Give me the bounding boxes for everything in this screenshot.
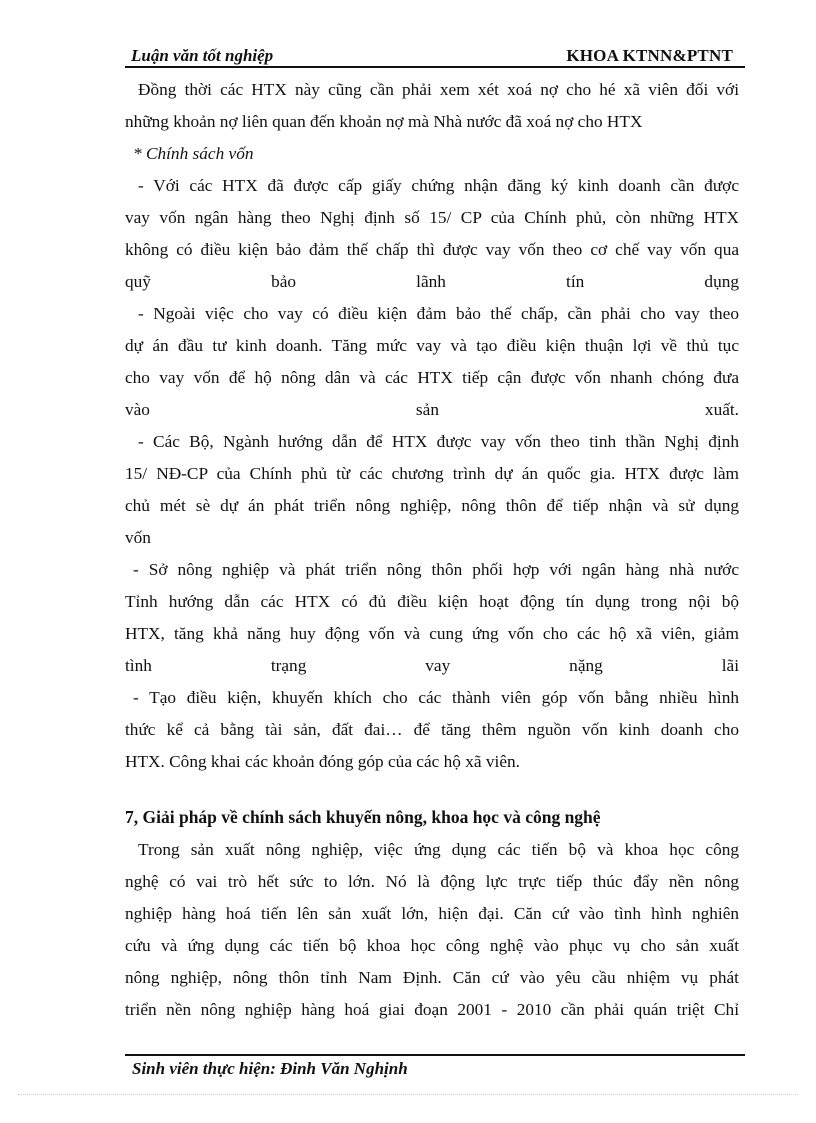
text-line: triển nền nông nghiệp hàng hoá giai đoạn 2001 - 2010 cần phải quán triệt Chỉ [125,1000,739,1019]
text-line: vay vốn ngân hàng theo Nghị định số 15/ CP của Chính phủ, còn những HTX [125,208,739,227]
text-line: những khoản nợ liên quan đến khoản nợ mà Nhà nước đã xoá nợ cho HTX [125,112,643,131]
text-line: - Ngoài việc cho vay có điều kiện đảm bảo thế chấp, cần phải cho vay theo [138,304,739,323]
text-line: Trong sản xuất nông nghiệp, việc ứng dụng các tiến bộ và khoa học công [138,840,739,859]
text-line: - Tạo điều kiện, khuyến khích cho các thành viên góp vốn bằng nhiều hình [133,688,739,707]
text-line: HTX. Công khai các khoản đóng góp của các hộ xã viên. [125,752,520,771]
text-line: - Các Bộ, Ngành hướng dẫn để HTX được vay vốn theo tinh thần Nghị định [138,432,739,451]
text-line: thức kể cả bằng tài sản, đất đai… để tăng thêm nguồn vốn kinh doanh cho [125,720,739,739]
page-header [125,44,745,68]
text-line: dự án đầu tư kinh doanh. Tăng mức vay và tạo điều kiện thuận lợi về thủ tục [125,336,739,355]
page-edge [18,1094,798,1095]
subheading-capital-policy: * Chính sách vốn [133,144,254,163]
section-number: 7, [125,807,139,827]
thesis-label: Luận văn tốt nghiệp [131,46,274,65]
text-line: Tỉnh hướng dẫn các HTX có đủ điều kiện hoạt động tín dụng trong nội bộ [125,592,739,611]
text-line: cứu và ứng dụng các tiến bộ khoa học công nghệ vào phục vụ cho sản xuất [125,936,739,955]
text-line: - Sở nông nghiệp và phát triển nông thôn phối hợp với ngân hàng nhà nước [133,560,739,579]
text-line: vốn [125,528,151,547]
text-line: chủ mét sè dự án phát triển nông nghiệp, nông thôn để tiếp nhận và sử dụng [125,496,739,515]
text-line: cho vay vốn để hộ nông dân và các HTX tiếp cận được vốn nhanh chóng đưa [125,368,739,387]
text-line: HTX, tăng khả năng huy động vốn và cung ứng vốn cho các hộ xã viên, giảm [125,624,739,643]
text-line: 15/ NĐ-CP của Chính phủ từ các chương trình dự án quốc gia. HTX được làm [125,464,739,483]
text-line: vào sản xuất. [125,400,739,419]
footer-author: Sinh viên thực hiện: Đinh Văn Nghịnh [132,1059,408,1078]
text-line: - Với các HTX đã được cấp giấy chứng nhận đăng ký kinh doanh cần được [138,176,739,195]
text-line: tình trạng vay nặng lãi [125,656,739,675]
footer-divider [125,1054,745,1056]
section-heading [125,800,739,834]
spacer [125,778,739,800]
document-body [125,74,739,1026]
text-line: Đồng thời các HTX này cũng cần phải xem xét xoá nợ cho hé xã viên đối với [138,80,739,99]
text-line: nghệ có vai trò hết sức to lớn. Nó là động lực trực tiếp thúc đẩy nền nông [125,872,739,891]
text-line: không có điều kiện bảo đảm thế chấp thì được vay vốn theo cơ chế vay vốn qua [125,240,739,259]
text-line: nghiệp hàng hoá tiến lên sản xuất lớn, hiện đại. Căn cứ vào tình hình nghiên [125,904,739,923]
faculty-label: KHOA KTNN&PTNT [566,46,733,65]
section-title: Giải pháp về chính sách khuyến nông, khoa học và công nghệ [142,807,601,827]
text-line: quỹ bảo lãnh tín dụng [125,272,739,291]
text-line: nông nghiệp, nông thôn tỉnh Nam Định. Căn cứ vào yêu cầu nhiệm vụ phát [125,968,739,987]
